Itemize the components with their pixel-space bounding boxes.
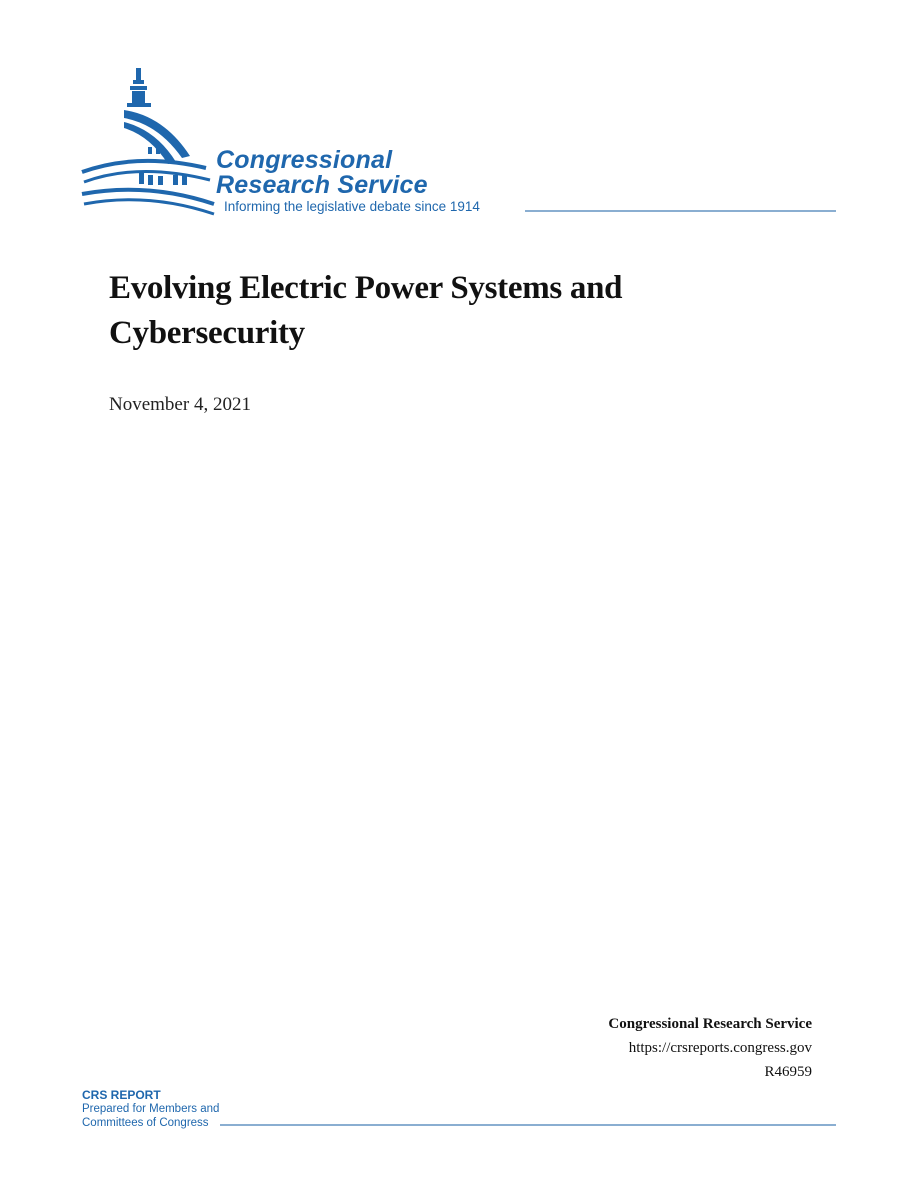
publisher-info xyxy=(608,1012,812,1084)
footer-divider xyxy=(220,1124,836,1126)
logo-name-line1: Congressional xyxy=(216,146,393,174)
logo-tagline: Informing the legislative debate since 1914 xyxy=(224,199,480,214)
publisher-url[interactable]: https://crsreports.congress.gov xyxy=(628,1040,812,1056)
crs-report-heading: CRS REPORT xyxy=(82,1088,161,1102)
crs-report-line1: Prepared for Members and xyxy=(82,1103,220,1115)
report-date: November 4, 2021 xyxy=(109,394,251,415)
report-title: Evolving Electric Power Systems and Cybersecurity xyxy=(109,270,623,351)
report-number: R46959 xyxy=(764,1064,812,1080)
capitol-dome-icon xyxy=(78,64,223,219)
publisher-name: Congressional Research Service xyxy=(608,1016,812,1032)
logo-divider xyxy=(525,210,836,212)
crs-report-line2: Committees of Congress xyxy=(82,1117,209,1129)
crs-report-badge xyxy=(82,1088,219,1130)
logo-name-line2: Research Service xyxy=(216,171,428,199)
